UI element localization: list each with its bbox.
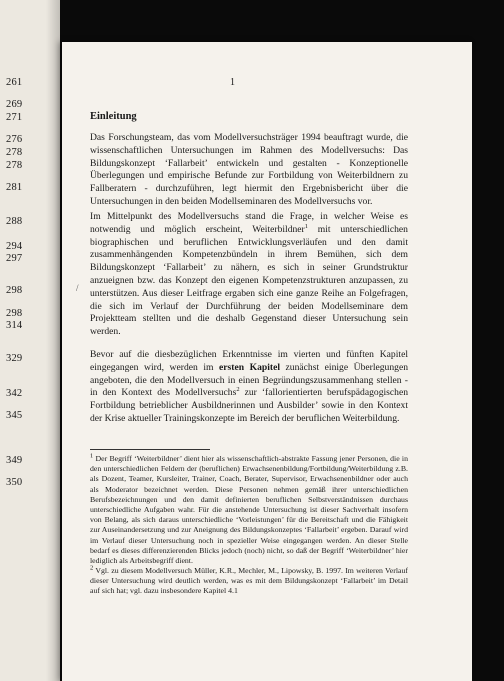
footnote-separator	[90, 449, 210, 450]
footnote-text: Vgl. zu diesem Modellversuch Müller, K.R., Mechler, M., Lipowsky, B. 1997. Im weiteren Verlauf dieser Untersuchung wird deutlich werden, was es mit dem Bildungskonzept ‘Fallarbeit’ im Detail auf sich hat; vgl. dazu insbesondere Kapitel 4.1	[90, 566, 408, 596]
toc-number: 298	[6, 285, 23, 296]
toc-number: 349	[6, 455, 23, 466]
paragraph-1: Das Forschungsteam, das vom Modellversuchsträger 1994 beauftragt wurde, die wissenschaftlichen Untersuchungen im Rahmen des Modellversuchs: Das Bildungskonzept ‘Fallarbeit’ entwickeln und gestalten - Konzeptionelle Überlegungen und empirische Befunde zur Fortbildung von Weiterbildnern zu Fallberatern - durchzuführen, legt hiermit den Ergebnisbericht über die Untersuchungen in den beiden Modellseminaren des Modellversuchs vor.	[90, 132, 408, 207]
toc-number: 294	[6, 241, 23, 252]
toc-number: 271	[6, 112, 23, 123]
footnote-1	[90, 454, 408, 566]
toc-number: 297	[6, 253, 23, 264]
footnote-2	[90, 566, 408, 597]
toc-number: 350	[6, 477, 23, 488]
footnote-number: 2	[90, 564, 94, 572]
page-fold-shadow	[46, 0, 60, 681]
toc-number: 342	[6, 388, 23, 399]
toc-number: 276	[6, 134, 23, 145]
chapter-heading: Einleitung	[90, 111, 137, 122]
toc-number: 281	[6, 182, 23, 193]
toc-number: 278	[6, 160, 23, 171]
toc-number: 345	[6, 410, 23, 421]
toc-number: 261	[6, 77, 23, 88]
paragraph-text: mit unterschiedlichen biographischen und beruflichen Entwicklungsverläufen und den damit zusammenhängenden Kompetenzbündeln in ihrem Bemühen, sich dem Bildungskonzept ‘Fallarbeit’ zu nähern, es sich in seiner Grundstruktur anzueignen bzw. das Konzept den eigenen Kompetenzstrukturen anzupassen, zu unterstützen. Aus dieser Leitfrage ergaben sich eine ganze Reihe an Folgefragen, die sich im Verlauf der Durchführung der beiden Modellseminare dem Projektteam stellten und die deshalb Gegenstand dieser Untersuchung sein werden.	[90, 223, 408, 338]
toc-number: 269	[6, 99, 23, 110]
paragraph-3	[90, 349, 408, 426]
toc-number: 288	[6, 216, 23, 227]
toc-number: 298	[6, 308, 23, 319]
footnote-number: 1	[90, 452, 94, 460]
paragraph-text: Bevor auf die diesbezüglichen Erkenntnisse im vierten und fünften Kapitel eingegangen wird, werden im	[90, 349, 408, 373]
toc-number: 314	[6, 320, 23, 331]
margin-mark: /	[76, 283, 79, 293]
footnote-ref: 2	[236, 386, 240, 394]
toc-number: 278	[6, 147, 23, 158]
paragraph-text: zur ‘fallorientierten berufspädagogischen Fortbildung betrieblicher Ausbildnerinnen und Ausbilder’ sowie in den Kontext der Krise aktueller Trainingskonzepte im Bereich der beruflichen Weiterbildung.	[90, 387, 408, 424]
paragraph-2	[90, 211, 408, 339]
paragraph-text: zunächst einige Überlegungen angeboten, die den Modellversuch in einen Begründungszusammenhang stellen - in den Kontext des Modellversuchs	[90, 361, 408, 399]
footnote-ref: 1	[304, 222, 308, 230]
bold-term: ersten Kapitel	[219, 361, 280, 373]
paragraph-text: Im Mittelpunkt des Modellversuchs stand die Frage, in welcher Weise es notwendig und möglich erscheint, Weiterbildner	[90, 211, 408, 235]
footnote-text: Der Begriff ‘Weiterbildner’ dient hier als wissenschaftlich-abstrakte Fassung jener Personen, die in den unterschiedlichen Feldern der (beruflichen) Erwachsenenbildung/Fortbildung/Weiterbildung z.B. als Dozent, Teamer, Kursleiter, Trainer, Coach, Berater, Supervisor, Erwachsenenbildner oder auch als Moderator bezeichnet werden. Diese Personen nehmen gemäß ihrer unterschiedlichen Berufsbezeichnungen und den damit definierten beruflichen Selbstverständnissen durchaus unterschiedliche Aufgaben wahr. Für die anstehende Untersuchung ist dieser Sachverhalt insofern von Belang, als sich daraus unterschiedliche ‘Vorleistungen’ für die Bereitschaft und die Fähigkeit zur Auseinandersetzung und zur Aneignung des Bildungskonzeptes ‘Fallarbeit’ ergeben. Darauf wird im Verlauf dieser Untersuchung noch in spezieller Weise eingegangen werden. An dieser Stelle bedarf es dieses differenzierenden Blicks jedoch (noch) nicht, so daß der Begriff ‘Weiterbildner’ hier lediglich als Arbeitsbegriff dient.	[90, 454, 408, 566]
toc-number: 329	[6, 353, 23, 364]
page-number: 1	[230, 77, 235, 88]
